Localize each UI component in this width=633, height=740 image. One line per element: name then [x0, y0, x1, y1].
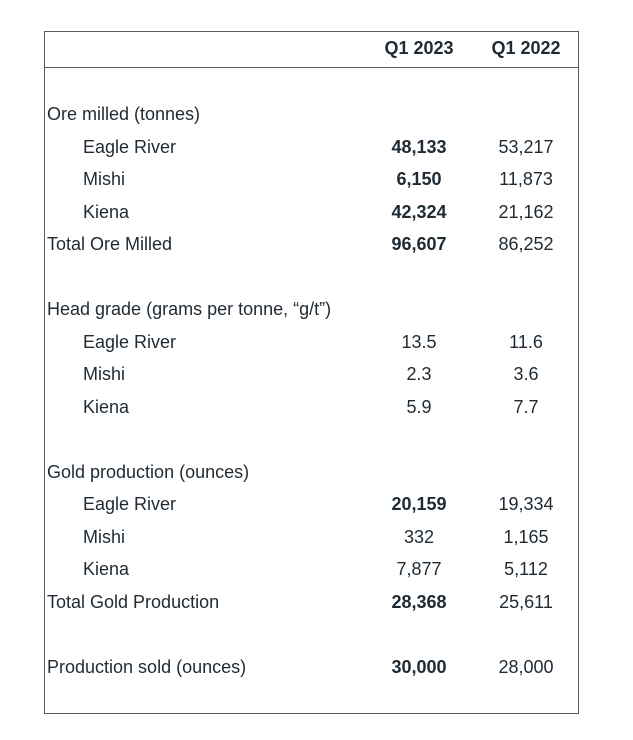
row-label-head-grade: Head grade (grams per tonne, “g/t”) — [47, 299, 332, 319]
column-header-q1-2022: Q1 2022 — [491, 38, 561, 58]
row-label-grade-eagle-river: Eagle River — [83, 332, 177, 352]
row-label-gold-mishi: Mishi — [83, 527, 126, 547]
cell-grade-kiena-q1-2023: 5.9 — [406, 397, 432, 417]
cell-sold-q1-2022: 28,000 — [498, 657, 554, 677]
label-column-divider — [44, 100, 45, 714]
cell-ore-eagle-river-q1-2023: 48,133 — [391, 137, 447, 157]
row-label-gold-production: Gold production (ounces) — [47, 462, 250, 482]
cell-total-gold-q1-2022: 25,611 — [499, 592, 553, 612]
cell-gold-kiena-q1-2022: 5,112 — [504, 559, 548, 579]
cell-ore-mishi-q1-2023: 6,150 — [396, 169, 442, 189]
cell-sold-q1-2023: 30,000 — [391, 657, 447, 677]
cell-gold-kiena-q1-2023: 7,877 — [396, 559, 442, 579]
cell-grade-mishi-q1-2023: 2.3 — [406, 364, 432, 384]
cell-ore-kiena-q1-2023: 42,324 — [391, 202, 447, 222]
row-label-ore-mishi: Mishi — [83, 169, 126, 189]
cell-ore-kiena-q1-2022: 21,162 — [498, 202, 554, 222]
cell-gold-mishi-q1-2023: 332 — [403, 527, 435, 547]
cell-grade-eagle-river-q1-2023: 13.5 — [401, 332, 437, 352]
cell-total-gold-q1-2023: 28,368 — [391, 592, 447, 612]
cell-grade-eagle-river-q1-2022: 11.6 — [509, 332, 543, 352]
cell-total-ore-q1-2022: 86,252 — [498, 234, 554, 254]
header-divider — [44, 67, 579, 68]
cell-gold-eagle-river-q1-2023: 20,159 — [391, 494, 447, 514]
row-label-grade-mishi: Mishi — [83, 364, 126, 384]
row-label-total-ore-milled: Total Ore Milled — [47, 234, 173, 254]
cell-ore-eagle-river-q1-2022: 53,217 — [498, 137, 554, 157]
cell-gold-mishi-q1-2022: 1,165 — [503, 527, 549, 547]
cell-total-ore-q1-2023: 96,607 — [391, 234, 447, 254]
row-label-ore-kiena: Kiena — [83, 202, 130, 222]
row-label-total-gold-production: Total Gold Production — [47, 592, 220, 612]
row-label-production-sold: Production sold (ounces) — [47, 657, 247, 677]
cell-ore-mishi-q1-2022: 11,873 — [499, 169, 553, 189]
row-label-ore-milled: Ore milled (tonnes) — [47, 104, 201, 124]
cell-grade-kiena-q1-2022: 7.7 — [513, 397, 539, 417]
row-label-ore-eagle-river: Eagle River — [83, 137, 177, 157]
cell-grade-mishi-q1-2022: 3.6 — [513, 364, 539, 384]
column-header-q1-2023: Q1 2023 — [384, 38, 454, 58]
row-label-gold-eagle-river: Eagle River — [83, 494, 177, 514]
row-label-grade-kiena: Kiena — [83, 397, 130, 417]
row-label-gold-kiena: Kiena — [83, 559, 130, 579]
cell-gold-eagle-river-q1-2022: 19,334 — [498, 494, 554, 514]
